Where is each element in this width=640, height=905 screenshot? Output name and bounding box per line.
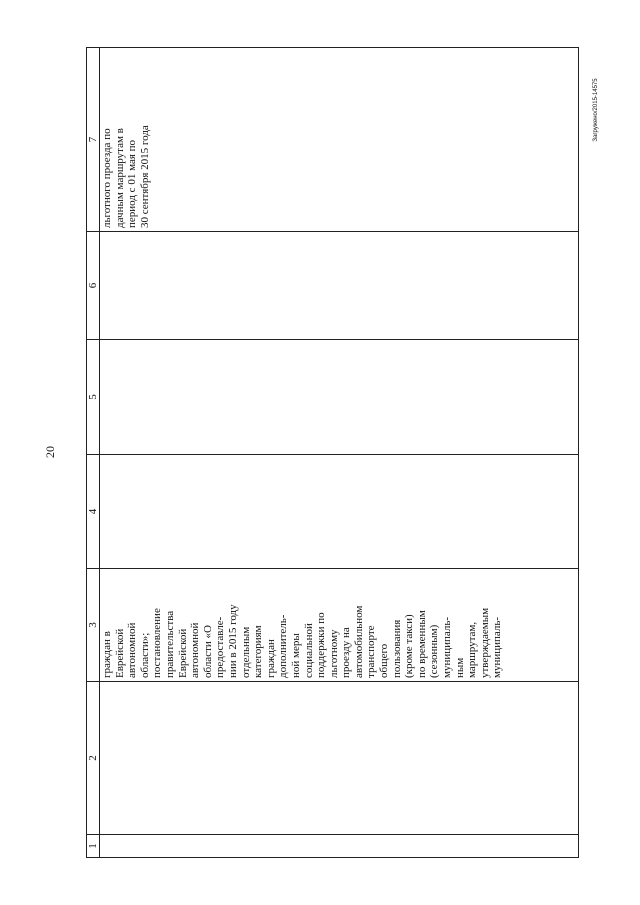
column-header: 6 [87, 232, 100, 340]
rotated-table [86, 48, 577, 858]
table-cell-col2 [100, 682, 579, 835]
cell-text: граждан в Еврейской автономной области»; постановление правительства Еврейской автономной области «О предоставле- нии в 2015 году отдельным категориям граждан дополнитель- ной меры социальной поддержки по льготному проезду на автомобильном транспорте общего пользования (кроме такси) по временным (сезонным) муниципаль- ным маршрутам, утверждаемым муниципаль- [101, 604, 504, 678]
table-cell-col7 [100, 48, 579, 232]
document-table-area [86, 48, 577, 858]
document-stamp: Загружено/2015-14575 [593, 78, 599, 142]
column-header: 5 [87, 340, 100, 455]
table-header-row [87, 48, 100, 858]
table-row [100, 48, 579, 858]
table-cell-col5 [100, 340, 579, 455]
table-cell-col6 [100, 232, 579, 340]
column-header: 7 [87, 48, 100, 232]
column-header: 4 [87, 455, 100, 569]
table-cell-col3 [100, 569, 579, 682]
table-cell-col1 [100, 835, 579, 858]
table-cell-col4 [100, 455, 579, 569]
column-header: 2 [87, 682, 100, 835]
page-number: 20 [43, 446, 57, 458]
document-table [86, 47, 579, 858]
column-header: 1 [87, 835, 100, 858]
cell-text: льготного проезда по дачным маршрутам в период с 01 мая по 30 сентября 2015 года [101, 125, 151, 228]
column-header: 3 [87, 569, 100, 682]
